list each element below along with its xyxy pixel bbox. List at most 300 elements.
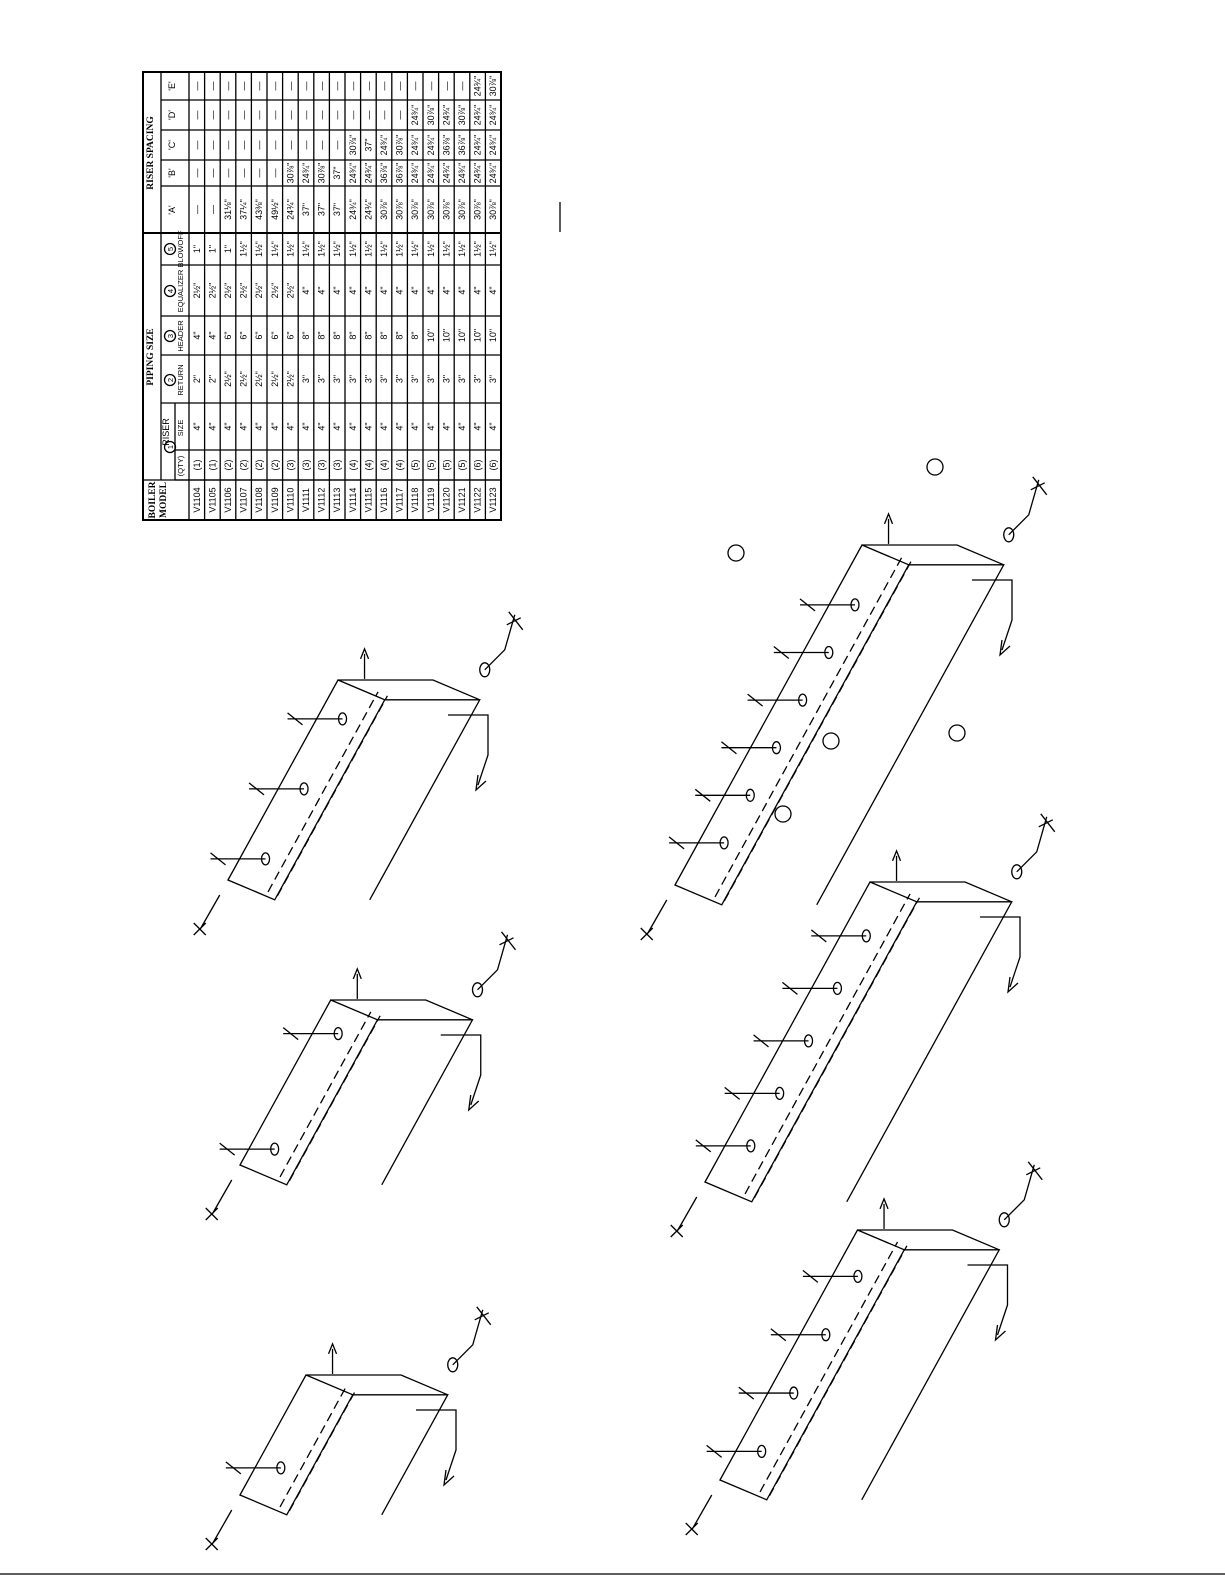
table-cell-hdr: 8" [347,331,358,340]
bottom-connection [641,900,667,940]
table-cell-ret: 3" [332,374,343,384]
table-cell-b: 24¾" [441,162,452,184]
table-cell-b: 24¾" [488,162,499,184]
table-cell-model: V1109 [269,487,280,513]
table-cell-model: V1123 [488,487,499,513]
table-cell-e: — [379,81,389,91]
table-cell-e: — [301,81,311,91]
table-cell-model: V1105 [207,487,218,513]
table-cell-size: 4" [441,422,452,431]
spacing-col-label: 'E' [167,81,177,91]
table-cell-hdr: 10" [488,328,499,343]
table-cell-bo: 1" [223,244,233,254]
table-cell-a: 37¼" [238,199,249,220]
table-cell-bo: 1½" [347,241,358,257]
table-cell-bo: 1½" [254,241,265,257]
bottom-connection [194,895,220,935]
table-cell-a: 30⅞" [425,199,436,220]
table-cell-a: 30⅞" [410,199,421,220]
table-cell-hdr: 10" [441,328,452,343]
table-cell-eq: 2½" [223,282,233,299]
table-cell-a: — [191,205,202,214]
blowoff-valve [453,1307,491,1365]
table-cell-b: 24¾" [301,162,311,184]
table-cell-e: — [285,81,296,91]
header-boiler: BOILER [148,481,158,519]
diagram-three-riser [194,612,523,935]
table-cell-model: V1113 [332,487,343,513]
table-cell-c: — [285,140,296,150]
table-cell-a: 49½" [269,199,280,220]
table-cell-eq: 2½" [207,282,218,299]
spacing-col-label: 'C' [167,140,177,150]
boiler-body [705,882,1012,1202]
table-cell-c: 36⅞" [457,134,467,156]
table-cell-e: — [316,81,327,91]
table-cell-a: 24¾" [285,199,296,220]
table-cell-b: 30⅞" [316,162,327,184]
column-number: 5 [166,246,175,252]
table-cell-d: — [301,110,311,120]
table-cell-hdr: 6" [223,331,233,340]
table-cell-eq: 4" [363,286,374,295]
table-cell-size: 4" [410,422,421,431]
table-cell-eq: 2½" [238,282,249,299]
table-cell-model: V1114 [347,487,358,513]
blowoff-valve [478,932,516,990]
diagram-four-riser [686,1162,1043,1535]
table-cell-c: — [207,140,218,150]
table-cell-bo: 1½" [441,241,452,257]
table-cell-bo: 1½" [269,241,280,257]
table-cell-model: V1108 [254,487,265,513]
table-cell-model: V1106 [223,487,233,513]
table-cell-d: — [238,110,249,120]
table-cell-c: 30⅞" [347,134,358,156]
table-cell-qty: (2) [223,459,233,471]
table-cell-bo: 1½" [238,241,249,257]
diagram-six-riser [641,477,1047,940]
table-cell-qty: (2) [269,459,280,471]
boiler-body [240,1375,448,1515]
return-pipe [972,580,1012,650]
table-cell-a: 37" [316,202,327,217]
table-cell-a: 30⅞" [441,199,452,220]
header-riser-spacing: RISER SPACING [146,116,156,190]
table-cell-c: 24¾" [410,134,421,156]
column-number: 4 [166,288,175,294]
header-blowoff: BLOWOFF [176,230,185,268]
table-cell-ret: 2½" [269,371,280,387]
table-cell-size: 4" [472,422,483,431]
table-cell-size: 4" [269,422,280,431]
table-cell-ret: 2½" [285,371,296,387]
table-cell-b: — [207,168,218,178]
table-cell-hdr: 4" [207,331,218,340]
spacing-col-label: 'D' [167,110,177,120]
table-cell-model: V1119 [425,487,436,513]
table-cell-hdr: 4" [191,331,202,340]
table-cell-bo: 1½" [457,241,467,257]
table-cell-size: 4" [488,422,499,431]
table-cell-c: 24¾" [472,134,483,156]
header-header: HEADER [176,320,185,352]
table-cell-ret: 2½" [254,371,265,387]
table-cell-eq: 2½" [254,282,265,299]
table-cell-model: V1116 [379,487,389,513]
table-cell-c: 37" [363,138,374,152]
table-cell-e: — [269,81,280,91]
table-cell-bo: 1½" [425,241,436,257]
table-cell-a: 37" [332,202,343,217]
table-cell-c: — [332,140,343,150]
header-hidden-line [268,692,378,892]
table-cell-qty: (5) [425,459,436,471]
table-cell-eq: 4" [425,286,436,295]
header-equalizer: EQUALIZER [176,269,185,313]
table-cell-hdr: 8" [363,331,374,340]
table-cell-e: — [363,81,374,91]
table-cell-e: — [410,81,421,91]
table-cell-eq: 4" [379,286,389,295]
table-cell-size: 4" [332,422,343,431]
table-cell-qty: (2) [254,459,265,471]
diagram-one-riser [206,1307,491,1550]
return-pipe [968,1265,1008,1335]
table-cell-bo: 1½" [285,241,296,257]
table-cell-ret: 3" [488,374,499,384]
table-cell-ret: 3" [347,374,358,384]
bottom-connection [686,1495,712,1535]
table-cell-hdr: 8" [394,331,405,340]
table-cell-d: — [332,110,343,120]
table-cell-hdr: 10" [457,328,467,343]
table-cell-ret: 3" [425,374,436,384]
table-cell-c: 24¾" [488,134,499,156]
table-cell-model: V1104 [191,487,202,513]
boiler-body [240,1000,473,1185]
table-cell-bo: 1½" [379,241,389,257]
table-cell-ret: 2½" [223,371,233,387]
table-cell-e: — [223,81,233,91]
diagram-five-riser [671,814,1055,1237]
table-cell-hdr: 8" [301,331,311,340]
header-return: RETURN [176,364,185,396]
table-cell-c: — [191,140,202,150]
table-cell-hdr: 6" [269,331,280,340]
table-cell-e: — [332,81,343,91]
table-cell-a: 30⅞" [472,199,483,220]
table-cell-a: 37" [301,202,311,217]
table-cell-e: — [394,81,405,91]
table-cell-bo: 1½" [394,241,405,257]
spacing-col-label: 'B' [167,168,177,178]
table-cell-size: 4" [394,422,405,431]
header-riser: RISER [161,418,171,446]
table-cell-d: — [394,110,405,120]
table-cell-a: 24¾" [347,199,358,220]
table-cell-ret: 2" [207,374,218,384]
header-hidden-line [715,557,902,897]
table-cell-b: 36⅞" [379,162,389,184]
table-cell-a: 30⅞" [457,199,467,220]
table-cell-ret: 2½" [238,371,249,387]
table-cell-c: 24¾" [425,134,436,156]
table-cell-qty: (5) [441,459,452,471]
table-cell-d: — [207,110,218,120]
table-cell-d: — [285,110,296,120]
column-number: 1 [166,444,175,450]
header-size: SIZE [176,419,185,437]
table-cell-ret: 3" [410,374,421,384]
table-cell-b: — [238,168,249,178]
table-cell-e: — [191,81,202,91]
table-cell-d: 24¾" [410,104,421,126]
table-cell-d: — [191,110,202,120]
table-cell-eq: 2½" [269,282,280,299]
table-cell-ret: 3" [457,374,467,384]
table-cell-size: 4" [207,422,218,431]
table-cell-bo: 1" [207,244,218,254]
table-cell-qty: (5) [410,459,421,471]
table-cell-d: — [316,110,327,120]
table-cell-b: 24¾" [472,162,483,184]
table-cell-size: 4" [425,422,436,431]
return-pipe [441,1035,481,1105]
blowoff-valve [1004,1162,1042,1220]
table-cell-model: V1120 [441,487,452,513]
table-cell-d: 24¾" [472,104,483,126]
table-cell-ret: 2" [191,374,202,384]
return-pipe [416,1410,456,1480]
table-cell-size: 4" [238,422,249,431]
table-cell-ret: 3" [301,374,311,384]
table-cell-eq: 4" [410,286,421,295]
table-cell-c: — [238,140,249,150]
header-hidden-line [769,1246,907,1496]
table-cell-d: 30⅞" [425,104,436,126]
table-cell-model: V1107 [238,487,249,513]
table-cell-d: — [379,110,389,120]
table-cell-bo: 1½" [410,241,421,257]
bottom-connection [671,1197,697,1237]
callout-circle [775,806,791,822]
column-number: 3 [166,333,175,339]
callout-circle [823,733,839,749]
table-cell-b: — [223,168,233,178]
return-pipe [980,917,1020,987]
table-cell-e: — [457,81,467,91]
table-cell-hdr: 8" [410,331,421,340]
table-cell-b: 24¾" [347,162,358,184]
table-cell-ret: 3" [316,374,327,384]
table-cell-size: 4" [191,422,202,431]
table-cell-d: — [269,110,280,120]
table-cell-b: — [269,168,280,178]
table-cell-qty: (3) [332,459,343,471]
table-cell-size: 4" [316,422,327,431]
table-text [146,76,498,519]
table-cell-eq: 4" [488,286,499,295]
table-cell-d: — [254,110,265,120]
table-cell-e: — [238,81,249,91]
table-cell-eq: 4" [457,286,467,295]
table-cell-b: 24¾" [410,162,421,184]
table-cell-a: 43⅜" [254,199,265,220]
table-cell-hdr: 8" [316,331,327,340]
table-cell-eq: 4" [472,286,483,295]
table-cell-size: 4" [347,422,358,431]
table-cell-size: 4" [379,422,389,431]
table-cell-a: — [207,205,218,214]
spacing-col-label: 'A' [167,205,177,215]
blowoff-valve [1009,477,1047,535]
table-cell-hdr: 6" [238,331,249,340]
diagram-two-riser [206,932,516,1220]
callout-circles [728,459,965,822]
table-cell-qty: (3) [285,459,296,471]
table-cell-qty: (3) [301,459,311,471]
table-cell-e: — [254,81,265,91]
table-cell-eq: 4" [301,286,311,295]
table-cell-b: 30⅞" [285,162,296,184]
table-cell-qty: (2) [238,459,249,471]
bottom-connection [206,1510,232,1550]
table-cell-b: — [254,168,265,178]
table-cell-c: — [269,140,280,150]
table-cell-b: 24¾" [363,162,374,184]
table-cell-eq: 2½" [285,282,296,299]
table-cell-hdr: 10" [425,328,436,343]
table-cell-model: V1122 [472,487,483,513]
table-cell-c: 30⅞" [394,134,405,156]
boiler-diagrams [191,477,1055,1550]
table-cell-size: 4" [254,422,265,431]
table-cell-qty: (4) [363,459,374,471]
table-cell-c: — [301,140,311,150]
table-cell-model: V1121 [457,487,467,513]
blowoff-valve [1017,814,1055,872]
table-cell-size: 4" [457,422,467,431]
table-cell-b: 36⅞" [394,162,405,184]
table-cell-qty: (4) [347,459,358,471]
table-cell-d: — [347,110,358,120]
table-cell-b: 24¾" [457,162,467,184]
table-cell-e: — [425,81,436,91]
table-cell-size: 4" [223,422,233,431]
table-cell-d: 24¾" [488,104,499,126]
table-cell-model: V1118 [410,487,421,513]
table-cell-qty: (6) [488,459,499,471]
table-cell-model: V1111 [301,487,311,513]
table-cell-hdr: 8" [332,331,343,340]
table-cell-e: — [347,81,358,91]
table-cell-a: 24¾" [363,199,374,220]
header-qty: (QTY) [176,455,185,477]
callout-circle [927,459,943,475]
table-cell-qty: (5) [457,459,467,471]
table-cell-ret: 3" [363,374,374,384]
table-cell-bo: 1½" [301,241,311,257]
table-cell-a: 31⅛" [223,199,233,220]
table-cell-bo: 1½" [472,241,483,257]
table-cell-eq: 2½" [191,282,202,299]
table-cell-c: 24¾" [379,134,389,156]
table-cell-eq: 4" [332,286,343,295]
table-cell-qty: (3) [316,459,327,471]
table-cell-hdr: 8" [379,331,389,340]
table-cell-size: 4" [301,422,311,431]
table-cell-qty: (1) [207,459,218,471]
table-cell-a: 30⅞" [379,199,389,220]
callout-circle [949,725,965,741]
table-cell-eq: 4" [347,286,358,295]
table-cell-model: V1110 [285,487,296,513]
column-number: 2 [166,377,175,383]
table-cell-bo: 1" [191,244,202,254]
header-hidden-line [745,894,910,1194]
table-cell-eq: 4" [394,286,405,295]
table-cell-eq: 4" [316,286,327,295]
table-cell-b: — [191,168,202,178]
table-cell-d: — [223,110,233,120]
table-cell-b: 24¾" [425,162,436,184]
table-cell-bo: 1½" [488,241,499,257]
piping-size-table [143,72,501,520]
table-cell-c: — [223,140,233,150]
table-cell-ret: 3" [472,374,483,384]
table-cell-ret: 3" [394,374,405,384]
table-cell-d: — [363,110,374,120]
table-cell-model: V1117 [394,487,405,513]
table-cell-d: 30⅞" [457,104,467,126]
header-piping-size: PIPING SIZE [146,328,156,386]
table-cell-model: V1115 [363,487,374,513]
table-cell-ret: 3" [441,374,452,384]
table-cell-d: 24¾" [441,104,452,126]
table-cell-hdr: 10" [472,328,483,343]
table-cell-e: — [441,81,452,91]
header-model: MODEL [159,482,169,518]
table-cell-bo: 1½" [363,241,374,257]
table-cell-c: 36⅞" [441,134,452,156]
table-cell-eq: 4" [441,286,452,295]
table-cell-size: 4" [285,422,296,431]
table-cell-e: 30⅞" [488,75,499,97]
table-cell-qty: (1) [191,459,202,471]
table-cell-hdr: 6" [254,331,265,340]
table-cell-c: — [254,140,265,150]
table-cell-ret: 3" [379,374,389,384]
table-cell-bo: 1½" [332,241,343,257]
table-cell-e: — [207,81,218,91]
table-cell-a: 30⅞" [394,199,405,220]
callout-circle [728,545,744,561]
boiler-body [228,680,480,900]
table-cell-size: 4" [363,422,374,431]
return-pipe [448,715,488,785]
table-cell-c: — [316,140,327,150]
table-cell-bo: 1½" [316,241,327,257]
table-cell-qty: (4) [379,459,389,471]
blowoff-valve [485,612,523,670]
table-cell-model: V1112 [316,487,327,513]
table-cell-hdr: 6" [285,331,296,340]
bottom-connection [206,1180,232,1220]
table-cell-a: 30⅞" [488,199,499,220]
header-hidden-line [760,1242,898,1492]
table-cell-b: 37" [332,166,343,180]
